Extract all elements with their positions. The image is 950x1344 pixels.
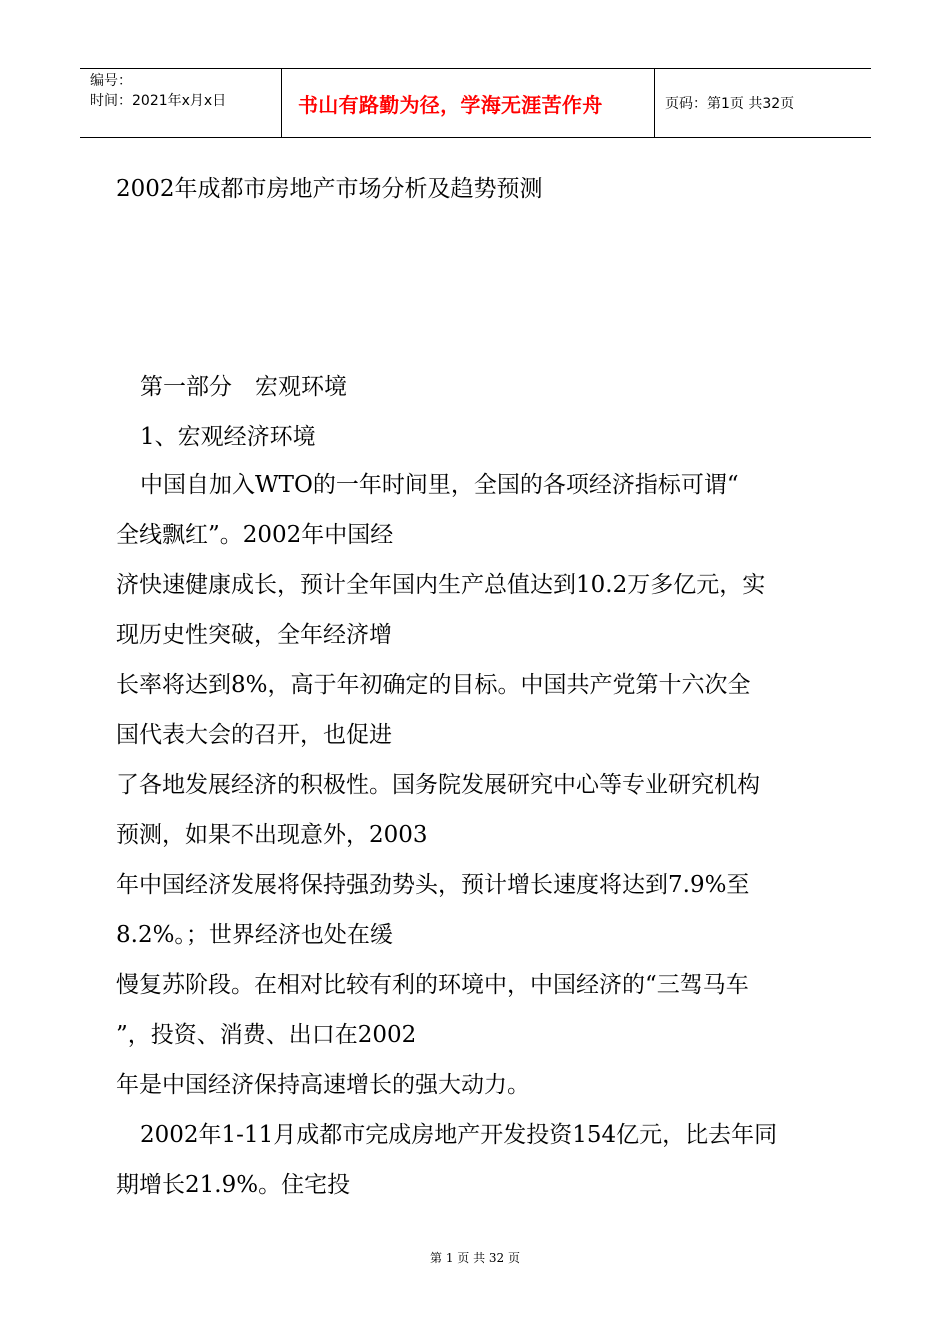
page-header xyxy=(80,68,871,138)
body-line: 预测，如果不出现意外，2003 xyxy=(116,822,428,848)
body-line: 长率将达到8%，高于年初确定的目标。中国共产党第十六次全 xyxy=(116,672,751,698)
body-line: 年中国经济发展将保持强劲势头，预计增长速度将达到7.9%至 xyxy=(116,872,750,898)
header-meta xyxy=(80,69,282,137)
header-page-info xyxy=(655,69,871,137)
body-line: 8.2%。；世界经济也处在缓 xyxy=(116,922,393,948)
body-line: 2002年1-11月成都市完成房地产开发投资154亿元，比去年同 xyxy=(140,1122,778,1148)
section-heading: 第一部分 宏观环境 xyxy=(140,374,347,400)
body-line: 中国自加入WTO的一年时间里，全国的各项经济指标可谓“ xyxy=(140,472,739,498)
motto-text: 书山有路勤为径，学海无涯苦作舟 xyxy=(298,92,603,117)
number-label: 编号： xyxy=(90,73,132,89)
body-line: 期增长21.9%。住宅投 xyxy=(116,1172,351,1198)
page-info-text: 页码：第1页 共32页 xyxy=(665,96,795,112)
document-title: 2002年成都市房地产市场分析及趋势预测 xyxy=(116,176,543,202)
time-label: 时间：2021年x月x日 xyxy=(90,93,227,109)
body-line: 国代表大会的召开，也促进 xyxy=(116,722,392,748)
body-line: 年是中国经济保持高速增长的强大动力。 xyxy=(116,1072,530,1098)
body-line: 慢复苏阶段。在相对比较有利的环境中，中国经济的“三驾马车 xyxy=(116,972,749,998)
header-motto xyxy=(282,69,655,137)
body-line: 全线飘红”。2002年中国经 xyxy=(116,522,394,548)
body-line: 现历史性突破，全年经济增 xyxy=(116,622,392,648)
body-line: ”，投资、消费、出口在2002 xyxy=(116,1022,417,1048)
subsection-heading: 1、宏观经济环境 xyxy=(140,424,316,450)
body-line: 济快速健康成长，预计全年国内生产总值达到10.2万多亿元，实 xyxy=(116,572,766,598)
body-line: 了各地发展经济的积极性。国务院发展研究中心等专业研究机构 xyxy=(116,772,760,798)
page-footer: 第 1 页 共 32 页 xyxy=(430,1251,520,1265)
